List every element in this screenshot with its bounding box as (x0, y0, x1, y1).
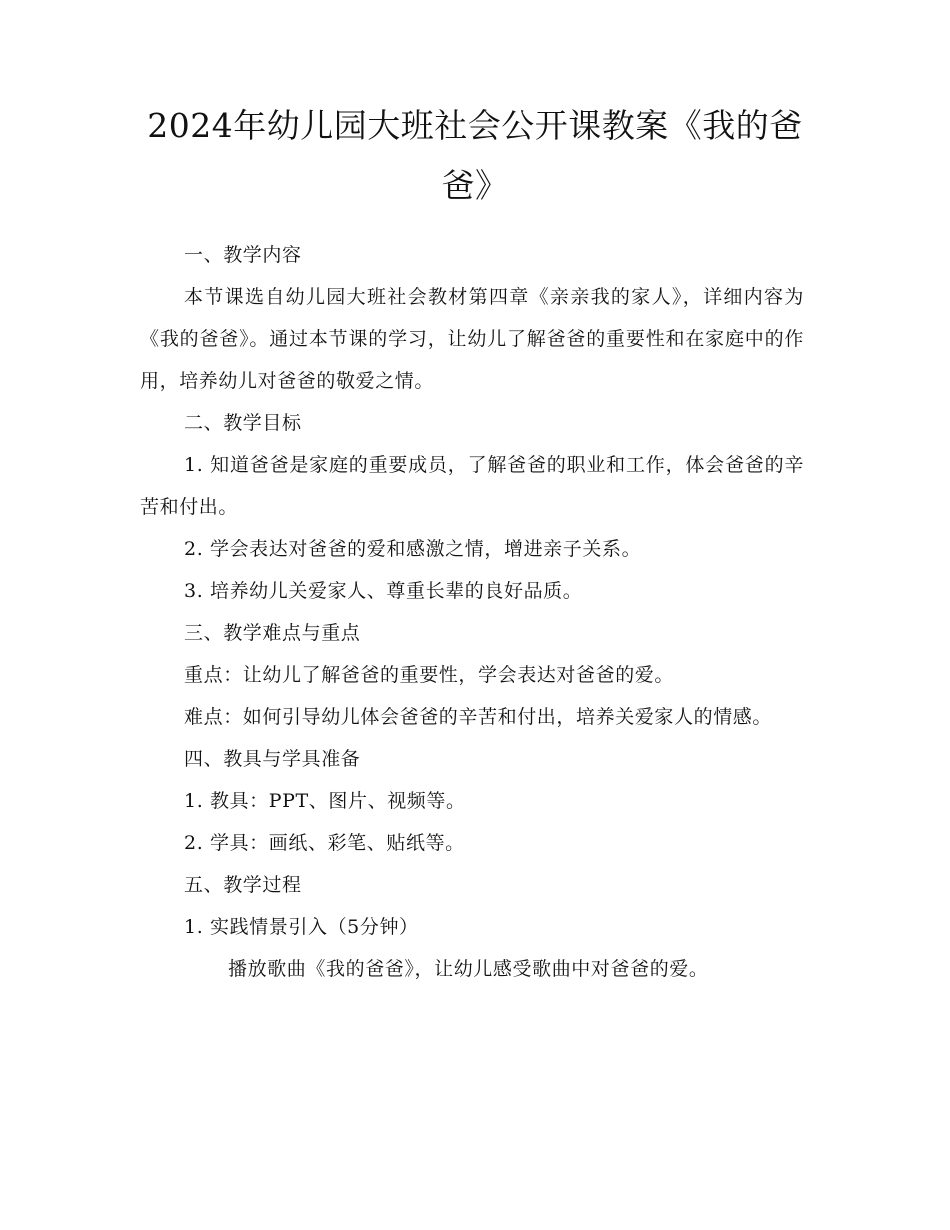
difficult-point: 难点：如何引导幼儿体会爸爸的辛苦和付出，培养关爱家人的情感。 (184, 706, 773, 728)
goal-item-1: 1. 知道爸爸是家庭的重要成员，了解爸爸的职业和工作，体会爸爸的辛苦和付出。 (140, 454, 804, 518)
document-title: 2024年幼儿园大班社会公开课教案《我的爸爸》 (147, 106, 803, 205)
section-heading-goals: 二、教学目标 (184, 412, 302, 434)
key-point: 重点：让幼儿了解爸爸的重要性，学会表达对爸爸的爱。 (184, 664, 675, 686)
material-item-2: 2. 学具：画纸、彩笔、贴纸等。 (184, 832, 465, 854)
section-heading-materials: 四、教具与学具准备 (184, 748, 361, 770)
goal-item-3: 3. 培养幼儿关爱家人、尊重长辈的良好品质。 (184, 580, 583, 602)
process-step-1: 1. 实践情景引入（5分钟） (184, 916, 419, 938)
goal-item-2: 2. 学会表达对爸爸的爱和感激之情，增进亲子关系。 (184, 538, 642, 560)
section-heading-process: 五、教学过程 (184, 874, 302, 896)
document-body (140, 234, 804, 990)
section-heading-content: 一、教学内容 (184, 244, 302, 266)
section-heading-key-points: 三、教学难点与重点 (184, 622, 361, 644)
process-step-1-detail: 播放歌曲《我的爸爸》，让幼儿感受歌曲中对爸爸的爱。 (228, 958, 709, 980)
paragraph-content-intro: 本节课选自幼儿园大班社会教材第四章《亲亲我的家人》，详细内容为《我的爸爸》。通过本节课的学习，让幼儿了解爸爸的重要性和在家庭中的作用，培养幼儿对爸爸的敬爱之情。 (140, 286, 804, 392)
material-item-1: 1. 教具：PPT、图片、视频等。 (184, 790, 466, 812)
